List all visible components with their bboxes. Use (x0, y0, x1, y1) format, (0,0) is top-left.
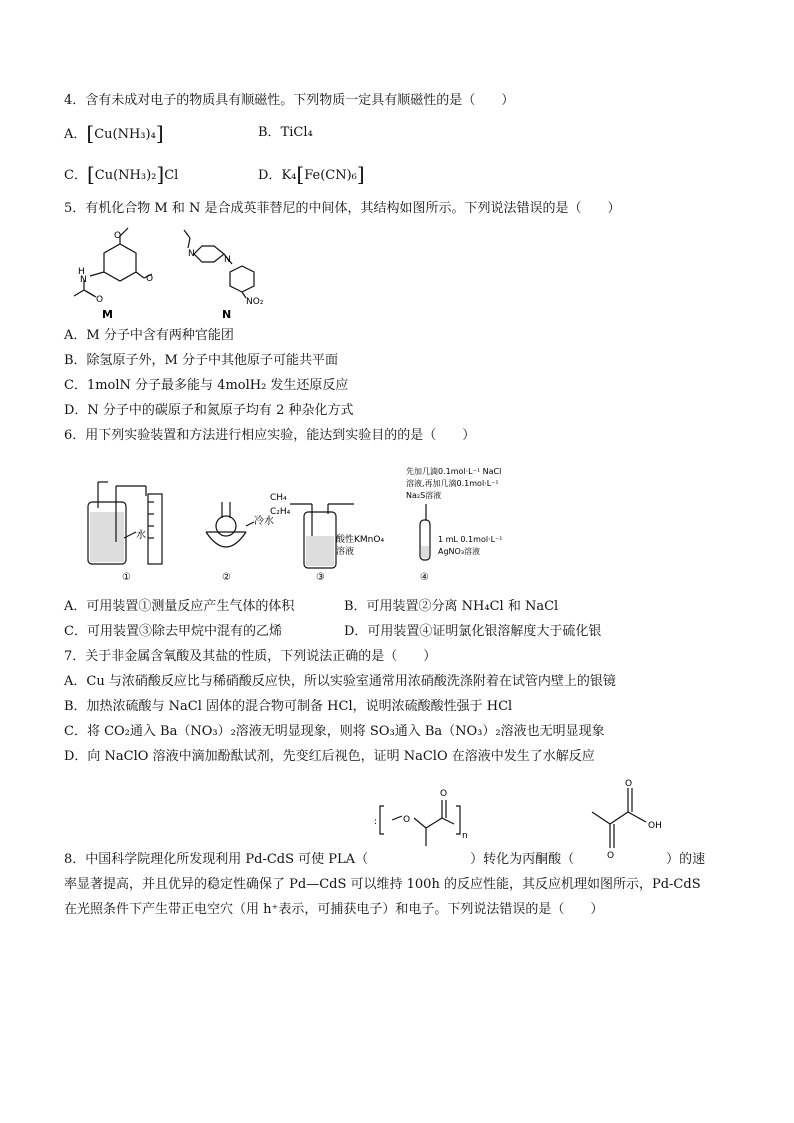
q5-option-c[interactable]: C．1molN 分子最多能与 4molH₂ 发生还原反应 (64, 378, 349, 393)
pyruvic-oxygen-top: O (625, 779, 633, 789)
q4-a-formula: Cu(NH₃)₄ (94, 127, 156, 142)
q8-line3: 在光照条件下产生带正电空穴（用 h⁺表示，可捕获电子）和电子。下列说法错误的是（ ） (64, 902, 604, 917)
pla-oxygen: O (403, 815, 411, 825)
label-ch4: CH₄ (270, 493, 287, 503)
q5-stem: 5．有机化合物 M 和 N 是合成英菲替尼的中间体，其结构如图所示。下列说法错误的是（ ） (64, 201, 621, 216)
q4-d-label: D． (258, 168, 282, 183)
t4-line2: 溶液,再加几滴0.1mol·L⁻¹ (406, 479, 499, 488)
n-nitro: NO₂ (246, 297, 264, 307)
pla-carbonyl-oxygen: O (440, 789, 448, 799)
label-n: N (222, 308, 232, 321)
m-oxygen-carbonyl: O (96, 295, 104, 305)
q6-option-a[interactable]: A．可用装置①测量反应产生气体的体积 (64, 599, 295, 614)
label-kmno4: 酸性KMnO₄ (336, 535, 385, 545)
q7-option-d[interactable]: D．向 NaClO 溶液中滴加酚酞试剂，先变红后视色，证明 NaClO 在溶液中发生了水解反应 (64, 749, 595, 764)
q5-option-b[interactable]: B．除氢原子外，M 分子中其他原子可能共平面 (64, 353, 338, 368)
m-oxygen-right: O (146, 274, 154, 284)
q4-c-label: C． (64, 168, 87, 183)
pla-structure (380, 800, 460, 846)
q4-option-d[interactable] (258, 162, 365, 186)
q6-apparatus (64, 462, 544, 586)
q7-option-c[interactable]: C．将 CO₂通入 Ba（NO₃）₂溶液无明显现象，则将 SO₃通入 Ba（NO₃）₂溶液也无明显现象 (64, 724, 605, 739)
apparatus-2 (206, 502, 254, 547)
bracket-close: ] (356, 162, 365, 186)
t4-line3: Na₂S溶液 (406, 491, 442, 500)
molecule-n (184, 230, 254, 298)
q5-option-d[interactable]: D．N 分子中的碳原子和氮原子均有 2 种杂化方式 (64, 403, 354, 418)
m-nitrogen: N (80, 275, 87, 285)
q8-line1-c: ）的速 (666, 852, 706, 867)
q4-option-c[interactable] (64, 162, 179, 186)
q4-c-tail: Cl (164, 168, 179, 183)
t4-line1: 先加几滴0.1mol·L⁻¹ NaCl (406, 467, 502, 476)
label-3: ③ (316, 572, 325, 583)
q4-c-formula: Cu(NH₃)₂ (94, 168, 157, 183)
pyruvic-acid-structure (592, 788, 646, 848)
q5-option-a[interactable]: A．M 分子中含有两种官能团 (64, 328, 234, 343)
m-oxygen-top: O (114, 231, 122, 241)
q5-structures (64, 222, 444, 322)
q4-b-formula: TiCl₄ (280, 125, 313, 140)
n-nitrogen-2: N (224, 255, 231, 265)
apparatus-4 (420, 504, 430, 560)
label-4: ④ (420, 572, 429, 583)
molecule-m (74, 228, 152, 297)
q6-stem: 6．用下列实验装置和方法进行相应实验，能达到实验目的的是（ ） (64, 428, 476, 443)
q4-a-label: A． (64, 127, 87, 142)
pla-end-dot: : (374, 817, 378, 827)
t4-line4: 1 mL 0.1mol·L⁻¹ (438, 535, 503, 544)
label-cold-water: 冷水 (254, 516, 274, 527)
q7-stem: 7．关于非金属含氧酸及其盐的性质，下列说法正确的是（ ） (64, 649, 437, 664)
q8-line1-a: 8．中国科学院理化所发现利用 Pd-CdS 可使 PLA（ (64, 852, 369, 867)
q6-option-d[interactable]: D．可用装置④证明氯化银溶解度大于硫化银 (344, 624, 602, 639)
q8-line1-b: ）转化为丙酮酸（ (470, 852, 575, 867)
label-water: 水 (136, 530, 146, 541)
q4-d-prefix: K₄ (281, 168, 297, 183)
q4-option-a[interactable] (64, 121, 164, 145)
bracket-close: ] (156, 162, 165, 186)
label-2: ② (222, 572, 231, 583)
label-m: M (102, 308, 113, 321)
q8-line2: 率显著提高，并且优异的稳定性确保了 Pd—CdS 可以维持 100h 的反应性能，其反应机理如图所示，Pd-CdS (64, 877, 701, 892)
pyruvic-oh: OH (648, 821, 662, 831)
q4-d-formula: Fe(CN)₆ (304, 168, 357, 183)
q4-b-label: B． (258, 125, 281, 140)
bracket-open: [ (296, 162, 305, 186)
q4-stem: 4．含有未成对电子的物质具有顺磁性。下列物质一定具有顺磁性的是（ ） (64, 93, 515, 108)
t4-line5: AgNO₃溶液 (438, 547, 481, 556)
apparatus-1 (88, 482, 162, 564)
q8-line1 (64, 851, 705, 869)
pla-n: n (462, 831, 468, 841)
label-kmno4-solution: 溶液 (336, 547, 355, 557)
m-h: H (78, 267, 85, 277)
bracket-close: ] (155, 121, 164, 145)
q6-option-b[interactable]: B．可用装置②分离 NH₄Cl 和 NaCl (344, 599, 559, 614)
q6-option-c[interactable]: C．可用装置③除去甲烷中混有的乙烯 (64, 624, 282, 639)
label-c2h4: C₂H₄ (270, 507, 291, 517)
n-nitrogen-1: N (188, 249, 195, 259)
q4-option-b[interactable] (258, 124, 313, 142)
q7-option-a[interactable]: A．Cu 与浓硝酸反应比与稀硝酸反应快，所以实验室通常用浓硝酸洗涤附着在试管内壁上的银镜 (64, 674, 616, 689)
bracket-open: [ (86, 121, 95, 145)
pyruvic-oxygen-bottom: O (607, 851, 615, 861)
bracket-open: [ (86, 162, 95, 186)
label-1: ① (122, 572, 131, 583)
q7-option-b[interactable]: B．加热浓硫酸与 NaCl 固体的混合物可制备 HCl，说明浓硫酸酸性强于 HCl (64, 699, 513, 714)
